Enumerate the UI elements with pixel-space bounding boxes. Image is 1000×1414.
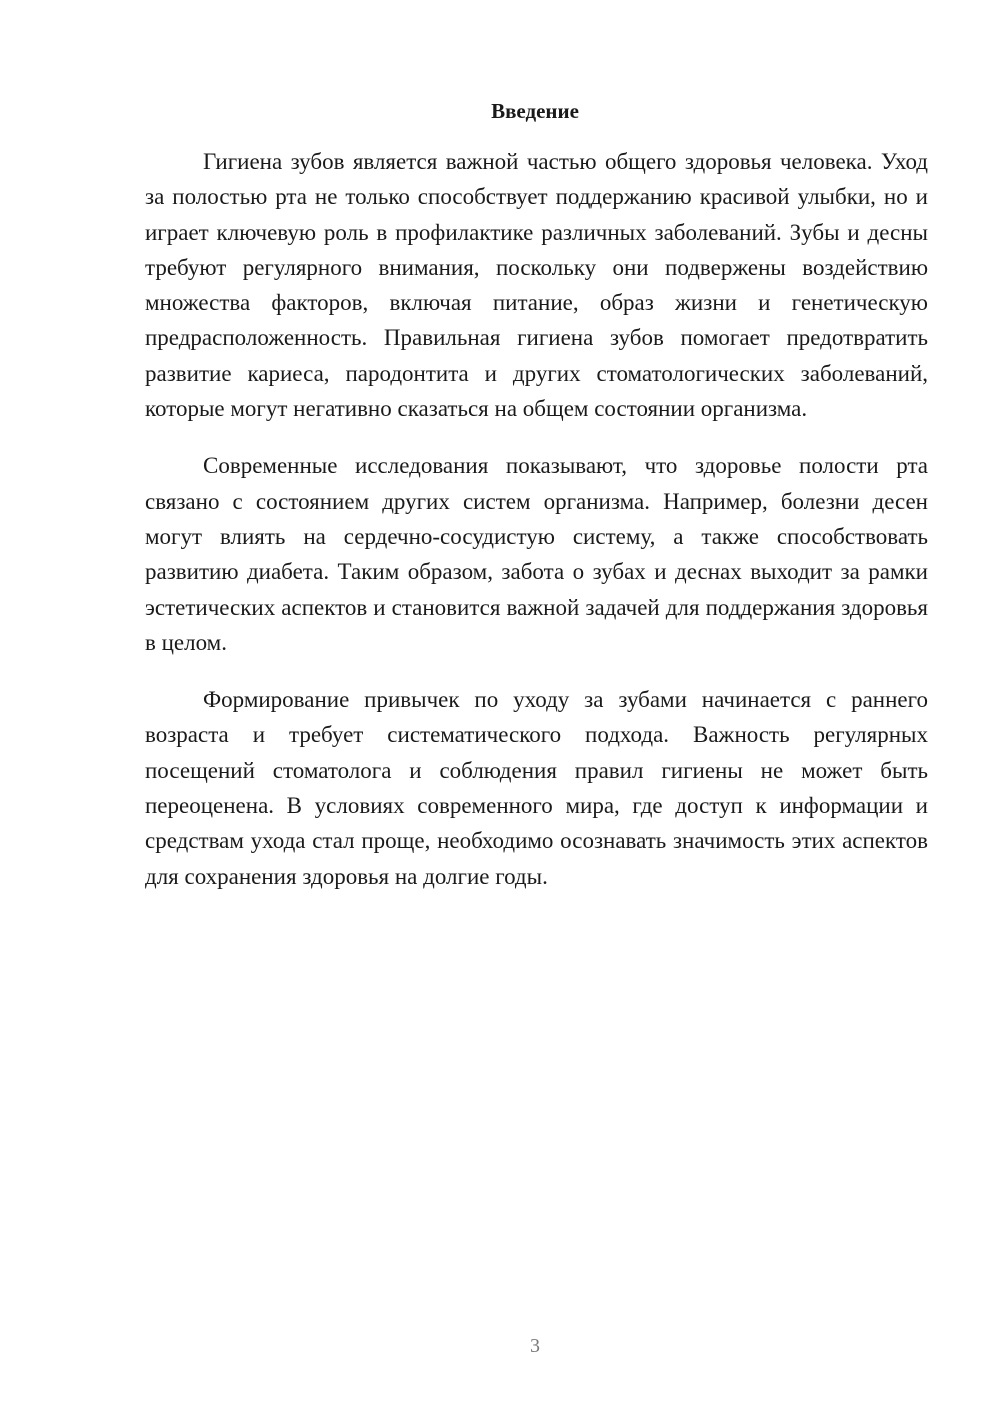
paragraph-1: Гигиена зубов является важной частью общего здоровья человека. Уход за полостью рта не только способствует поддержанию красивой улыбки, но и играет ключевую роль в профилактике различных заболеваний. Зубы и десны требуют регулярного внимания, поскольку они подвержены воздействию множества факторов, включая питание, образ жизни и генетическую предрасположенность. Правильная гигиена зубов помогает предотвратить развитие кариеса, пародонтита и других стоматологических заболеваний, которые могут негативно сказаться на общем состоянии организма. (145, 149, 928, 422)
paragraph-2: Современные исследования показывают, что здоровье полости рта связано с состоянием других систем организма. Например, болезни десен могут влиять на сердечно-сосудистую систему, а также способствовать развитию диабета. Таким образом, забота о зубах и деснах выходит за рамки эстетических аспектов и становится важной задачей для поддержания здоровья в целом. (145, 453, 928, 655)
page-number: 3 (530, 1335, 540, 1357)
body-text (145, 144, 928, 916)
section-heading: Введение (491, 99, 579, 123)
paragraph-3: Формирование привычек по уходу за зубами начинается с раннего возраста и требует систематического подхода. Важность регулярных посещений стоматолога и соблюдения правил гигиены не может быть переоценена. В условиях современного мира, где доступ к информации и средствам ухода стал проще, необходимо осознавать значимость этих аспектов для сохранения здоровья на долгие годы. (145, 687, 928, 889)
